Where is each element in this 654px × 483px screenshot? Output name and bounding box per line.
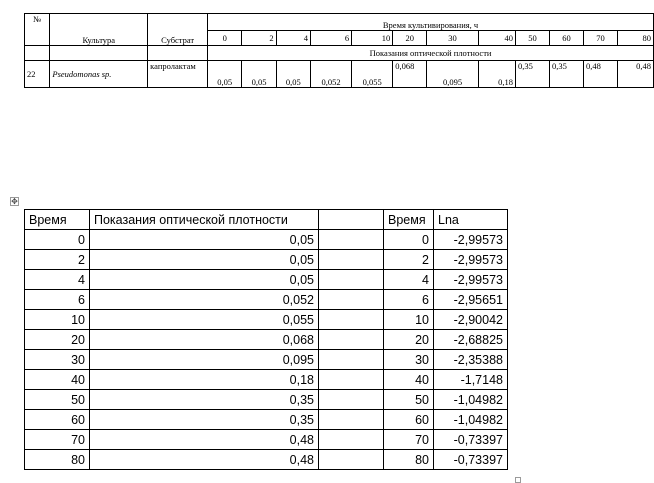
time2-cell: 60 <box>384 410 434 430</box>
od-value: 0,35 <box>550 61 584 88</box>
time2-cell: 4 <box>384 270 434 290</box>
od-cell: 0,48 <box>90 450 319 470</box>
time2-cell: 20 <box>384 330 434 350</box>
time-cell: 50 <box>516 31 550 46</box>
od-value: 0,095 <box>427 61 479 88</box>
ln-cell: -1,04982 <box>434 390 508 410</box>
ln-header: Lna <box>434 210 508 230</box>
time-cell: 40 <box>478 31 515 46</box>
time-cell: 10 <box>352 31 393 46</box>
time2-cell: 10 <box>384 310 434 330</box>
table-row <box>25 230 508 250</box>
ln-cell: -2,99573 <box>434 250 508 270</box>
time2-cell: 30 <box>384 350 434 370</box>
od-cell: 0,05 <box>90 230 319 250</box>
blank-cell <box>319 290 384 310</box>
od-cell: 0,35 <box>90 390 319 410</box>
time-cell: 20 <box>393 31 427 46</box>
table-row <box>25 310 508 330</box>
table-row <box>25 430 508 450</box>
od-value: 0,05 <box>242 61 276 88</box>
time-cell: 60 <box>550 31 584 46</box>
table-row <box>25 410 508 430</box>
time-cell: 2 <box>242 31 276 46</box>
ln-cell: -2,99573 <box>434 230 508 250</box>
od-value: 0,48 <box>583 61 617 88</box>
time2-cell: 2 <box>384 250 434 270</box>
od-value: 0,48 <box>617 61 653 88</box>
substrate-name: капролактам <box>148 61 208 88</box>
od-cell: 0,05 <box>90 270 319 290</box>
time-cell: 0 <box>25 230 90 250</box>
row-number: 22 <box>25 61 50 88</box>
time-cell: 4 <box>276 31 310 46</box>
lna-header-row <box>25 210 508 230</box>
time-cell: 4 <box>25 270 90 290</box>
time2-cell: 40 <box>384 370 434 390</box>
ln-cell: -1,04982 <box>434 410 508 430</box>
time-cell: 50 <box>25 390 90 410</box>
empty-cell <box>50 46 148 61</box>
table-row <box>25 350 508 370</box>
od-cell: 0,05 <box>90 250 319 270</box>
time-cell: 80 <box>617 31 653 46</box>
od-value: 0,052 <box>310 61 351 88</box>
blank-header <box>319 210 384 230</box>
culture-name: Pseudomonas sp. <box>50 61 148 88</box>
ln-cell: -2,68825 <box>434 330 508 350</box>
od-value: 0,05 <box>276 61 310 88</box>
data-row <box>25 61 654 88</box>
time2-cell: 0 <box>384 230 434 250</box>
od-cell: 0,052 <box>90 290 319 310</box>
ln-cell: -2,95651 <box>434 290 508 310</box>
table-resize-icon[interactable] <box>515 477 521 483</box>
ln-cell: -2,99573 <box>434 270 508 290</box>
ln-cell: -0,73397 <box>434 430 508 450</box>
blank-cell <box>319 250 384 270</box>
time-cell: 30 <box>25 350 90 370</box>
table-row <box>25 250 508 270</box>
blank-cell <box>319 450 384 470</box>
time2-cell: 6 <box>384 290 434 310</box>
time-cell: 0 <box>208 31 242 46</box>
od-header: Показания оптической плотности <box>208 46 654 61</box>
time-cell: 20 <box>25 330 90 350</box>
blank-cell <box>319 430 384 450</box>
blank-cell <box>319 230 384 250</box>
lna-body <box>25 230 508 470</box>
cultivation-table <box>24 13 654 88</box>
od-value: 0,05 <box>208 61 242 88</box>
table-move-icon[interactable]: ✥ <box>11 197 18 206</box>
empty-cell <box>148 46 208 61</box>
blank-cell <box>319 390 384 410</box>
time-cell: 70 <box>25 430 90 450</box>
time-cell: 6 <box>310 31 351 46</box>
blank-cell <box>319 350 384 370</box>
time2-cell: 80 <box>384 450 434 470</box>
cultivation-header-row <box>25 14 654 31</box>
od-value: 0,35 <box>516 61 550 88</box>
od-cell: 0,35 <box>90 410 319 430</box>
od-cell: 0,055 <box>90 310 319 330</box>
substrate-header: Субстрат <box>148 14 208 46</box>
od-value: 0,068 <box>393 61 427 88</box>
no-header: № <box>25 14 50 46</box>
table-row <box>25 450 508 470</box>
blank-cell <box>319 270 384 290</box>
table-row <box>25 390 508 410</box>
table-row <box>25 330 508 350</box>
ln-cell: -0,73397 <box>434 450 508 470</box>
od-value: 0,055 <box>352 61 393 88</box>
time-cell: 2 <box>25 250 90 270</box>
time-header: Время культивирования, ч <box>208 14 654 31</box>
ln-cell: -1,7148 <box>434 370 508 390</box>
culture-header: Культура <box>50 14 148 46</box>
table-row <box>25 290 508 310</box>
table-row <box>25 270 508 290</box>
table-row <box>25 370 508 390</box>
od-header: Показания оптической плотности <box>90 210 319 230</box>
od-cell: 0,095 <box>90 350 319 370</box>
time-cell: 80 <box>25 450 90 470</box>
od-cell: 0,18 <box>90 370 319 390</box>
time-cell: 10 <box>25 310 90 330</box>
od-cell: 0,068 <box>90 330 319 350</box>
blank-cell <box>319 310 384 330</box>
lna-table <box>24 209 508 470</box>
time-header: Время <box>25 210 90 230</box>
od-cell: 0,48 <box>90 430 319 450</box>
time2-cell: 50 <box>384 390 434 410</box>
time2-cell: 70 <box>384 430 434 450</box>
empty-cell <box>25 46 50 61</box>
time-cell: 40 <box>25 370 90 390</box>
od-header-row <box>25 46 654 61</box>
time-cell: 6 <box>25 290 90 310</box>
time2-header: Время <box>384 210 434 230</box>
ln-cell: -2,35388 <box>434 350 508 370</box>
time-cell: 70 <box>583 31 617 46</box>
od-value: 0,18 <box>478 61 515 88</box>
blank-cell <box>319 330 384 350</box>
blank-cell <box>319 370 384 390</box>
time-cell: 30 <box>427 31 479 46</box>
time-cell: 60 <box>25 410 90 430</box>
blank-cell <box>319 410 384 430</box>
ln-cell: -2,90042 <box>434 310 508 330</box>
